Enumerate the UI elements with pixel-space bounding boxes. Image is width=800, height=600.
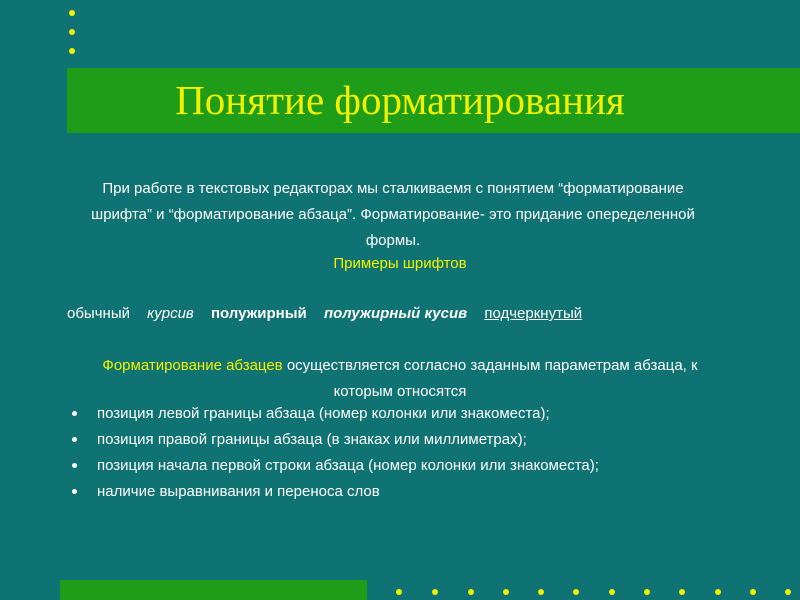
bullet-icon [72,463,77,468]
list-item [72,401,599,427]
paragraph-parameters-list [72,401,599,505]
bullet-icon [72,489,77,494]
decorative-dot [679,589,685,595]
decorative-dot [573,589,579,595]
font-example-bold: полужирный [210,305,307,322]
font-example-underline: подчеркнутый [484,305,583,322]
decorative-dot [503,589,509,595]
paragraph-formatting-text [80,353,720,405]
decorative-dot [396,589,402,595]
intro-text: При работе в текстовых редакторах мы сталкиваемя с понятием “форматирование шрифта” и “форматирование абзаца”. Форматирование- это придание опеределенной формы. [91,180,695,249]
list-item-text: позиция начала первой строки абзаца (номер колонки или знакоместа); [97,457,599,474]
list-item [72,453,599,479]
decorative-dot [69,48,75,54]
list-item-text: позиция правой границы абзаца (в знаках или миллиметрах); [97,431,527,448]
decorative-dot [69,10,75,16]
decorative-dot [750,589,756,595]
list-item-text: позиция левой границы абзаца (номер колонки или знакоместа); [97,405,550,422]
decorative-dot [432,589,438,595]
list-item-text: наличие выравнивания и переноса слов [97,483,380,500]
decorative-dot [785,589,791,595]
decorative-dot [609,589,615,595]
font-example-regular: обычный [67,305,130,322]
decorative-dot [715,589,721,595]
slide-title: Понятие форматирования [175,77,625,123]
decorative-dot [644,589,650,595]
list-item [72,427,599,453]
paragraph-formatting-rest: осуществляется согласно заданным параметрам абзаца, к которым относятся [282,357,698,400]
bottom-band [60,580,367,600]
font-examples [67,301,767,327]
bullet-icon [72,411,77,416]
list-item [72,479,599,505]
decorative-dot [538,589,544,595]
decorative-dot [69,29,75,35]
font-examples-heading: Примеры шрифтов [333,255,467,272]
bullet-icon [72,437,77,442]
font-example-italic: курсив [147,305,194,322]
font-example-bold-italic: полужирный кусив [323,305,468,322]
decorative-dot [468,589,474,595]
paragraph-formatting-highlight: Форматирование абзацев [102,357,283,374]
